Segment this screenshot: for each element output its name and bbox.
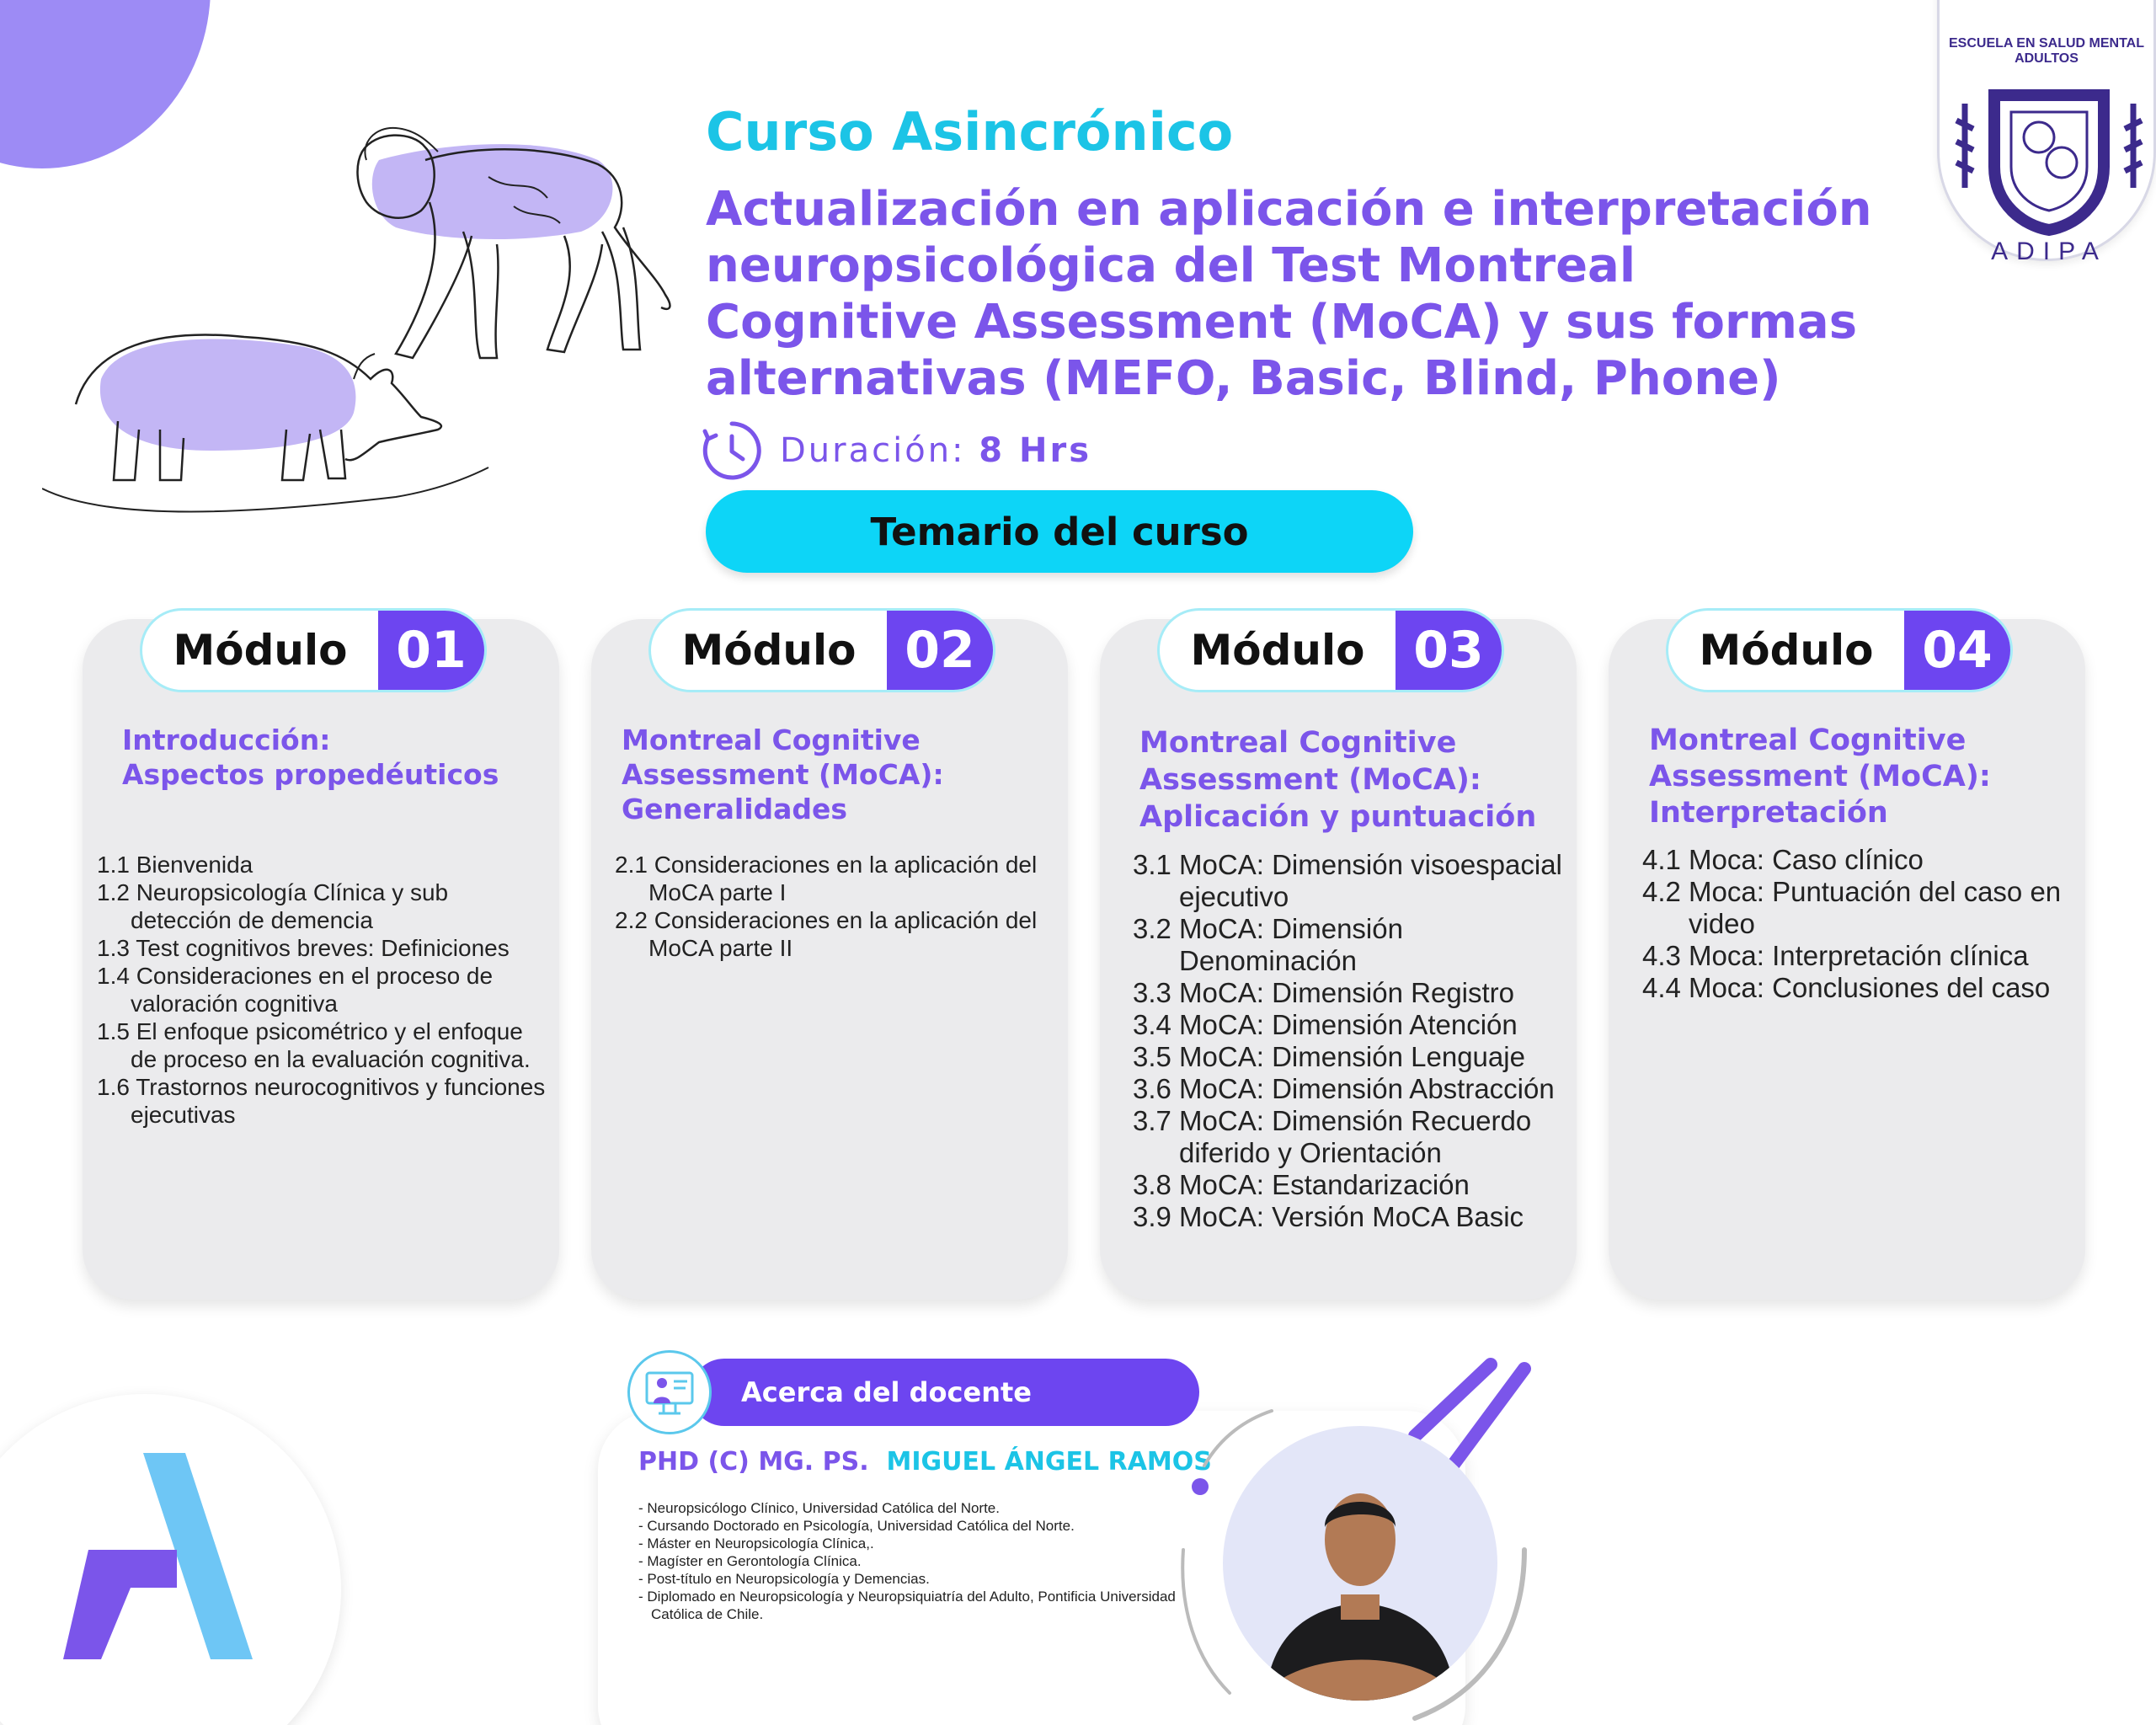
cv-item: - Post-título en Neuropsicología y Demencias. — [638, 1571, 930, 1587]
docente-fullname: MIGUEL ÁNGEL RAMOS — [886, 1447, 1212, 1477]
module-pill-3 — [1157, 608, 1504, 692]
cv-item: - Cursando Doctorado en Psicología, Universidad Católica del Norte. — [638, 1518, 1075, 1534]
list-item: 3.7 MoCA: Dimensión Recuerdo diferido y Orientación — [1133, 1105, 1532, 1168]
module-title: Montreal Cognitive Assessment (MoCA): Interpretación — [1649, 724, 1991, 830]
badge-school-text: ESCUELA EN SALUD MENTAL ADULTOS — [1949, 36, 2144, 66]
cv-item: - Máster en Neuropsicología Clínica,. — [638, 1535, 874, 1551]
list-item: 1.2 Neuropsicología Clínica y sub detección de demencia — [97, 879, 449, 933]
module-number: 04 — [1904, 611, 2010, 690]
module-number: 02 — [887, 611, 993, 690]
animals-illustration — [42, 126, 682, 547]
docente-avatar — [1223, 1426, 1497, 1701]
adipa-logo — [51, 1440, 270, 1668]
list-item: 1.5 El enfoque psicométrico y el enfoque de proceso en la evaluación cognitiva. — [97, 1018, 531, 1072]
list-item: 4.3 Moca: Interpretación clínica — [1642, 940, 2029, 971]
adipa-badge — [1937, 0, 2156, 264]
teacher-icon — [627, 1350, 712, 1434]
list-item: 3.2 MoCA: Dimensión Denominación — [1133, 913, 1403, 976]
list-item: 3.6 MoCA: Dimensión Abstracción — [1133, 1073, 1555, 1104]
list-item: 4.1 Moca: Caso clínico — [1642, 844, 1924, 875]
list-item: 1.1 Bienvenida — [97, 852, 253, 878]
cv-item: - Neuropsicólogo Clínico, Universidad Católica del Norte. — [638, 1500, 1000, 1516]
badge-brand: ADIPA — [1991, 238, 2107, 264]
module-word: Módulo — [681, 626, 857, 675]
duration — [701, 419, 1091, 482]
module-pill-4 — [1666, 608, 2013, 692]
lion-illustration — [358, 128, 670, 358]
badge-shield — [1940, 70, 2156, 264]
list-item: 1.3 Test cognitivos breves: Definiciones — [97, 935, 510, 961]
list-item: 4.2 Moca: Puntuación del caso en video — [1642, 876, 2062, 939]
module-items — [1133, 849, 1571, 1233]
docente-prefix: PHD (C) MG. PS. — [638, 1447, 869, 1477]
list-item: 4.4 Moca: Conclusiones del caso — [1642, 972, 2051, 1003]
list-item: 1.4 Consideraciones en el proceso de valoración cognitiva — [97, 963, 494, 1017]
temario-button[interactable]: Temario del curso — [706, 490, 1413, 573]
course-type: Curso Asincrónico — [706, 101, 1234, 163]
list-item: 3.4 MoCA: Dimensión Atención — [1133, 1009, 1518, 1040]
cv-item: - Magíster en Gerontología Clínica. — [638, 1553, 862, 1569]
clock-icon — [701, 419, 763, 482]
list-item: 1.6 Trastornos neurocognitivos y funciones ejecutivas — [97, 1074, 546, 1128]
list-item: 3.5 MoCA: Dimensión Lenguaje — [1133, 1041, 1525, 1072]
module-number: 03 — [1396, 611, 1502, 690]
module-pill-1 — [140, 608, 487, 692]
module-pill-2 — [648, 608, 995, 692]
list-item: 2.1 Consideraciones en la aplicación del MoCA parte I — [615, 852, 1038, 905]
course-title: Actualización en aplicación e interpretación neuropsicológica del Test Montreal Cognitive Assessment (MoCA) y sus formas alternativas (MEFO, Basic, Blind, Phone) — [706, 182, 1872, 406]
list-item: 3.9 MoCA: Versión MoCA Basic — [1133, 1201, 1524, 1232]
list-item: 2.2 Consideraciones en la aplicación del MoCA parte II — [615, 907, 1038, 961]
duration-label: Duración: — [780, 431, 966, 470]
list-item: 3.1 MoCA: Dimensión visoespacial ejecutivo — [1133, 849, 1562, 912]
module-word: Módulo — [1190, 626, 1365, 675]
module-items — [615, 851, 1053, 962]
module-word: Módulo — [1699, 626, 1874, 675]
module-title: Introducción: Aspectos propedéuticos — [122, 724, 499, 791]
module-word: Módulo — [173, 626, 348, 675]
list-item: 3.3 MoCA: Dimensión Registro — [1133, 977, 1515, 1008]
module-title: Montreal Cognitive Assessment (MoCA): Generalidades — [622, 724, 944, 825]
duration-value: 8 Hrs — [979, 431, 1092, 470]
list-item: 3.8 MoCA: Estandarización — [1133, 1169, 1470, 1200]
docente-header: Acerca del docente — [691, 1359, 1199, 1426]
docente-cv — [638, 1499, 1177, 1623]
docente-name — [638, 1447, 1212, 1477]
cv-item: - Diplomado en Neuropsicología y Neuropsiquiatría del Adulto, Pontificia Universidad Católica de Chile. — [638, 1589, 1176, 1622]
module-items — [1642, 844, 2080, 1004]
module-title: Montreal Cognitive Assessment (MoCA): Aplicación y puntuación — [1139, 726, 1537, 834]
module-items — [97, 851, 552, 1129]
rhino-illustration — [42, 335, 488, 512]
module-number: 01 — [378, 611, 484, 690]
